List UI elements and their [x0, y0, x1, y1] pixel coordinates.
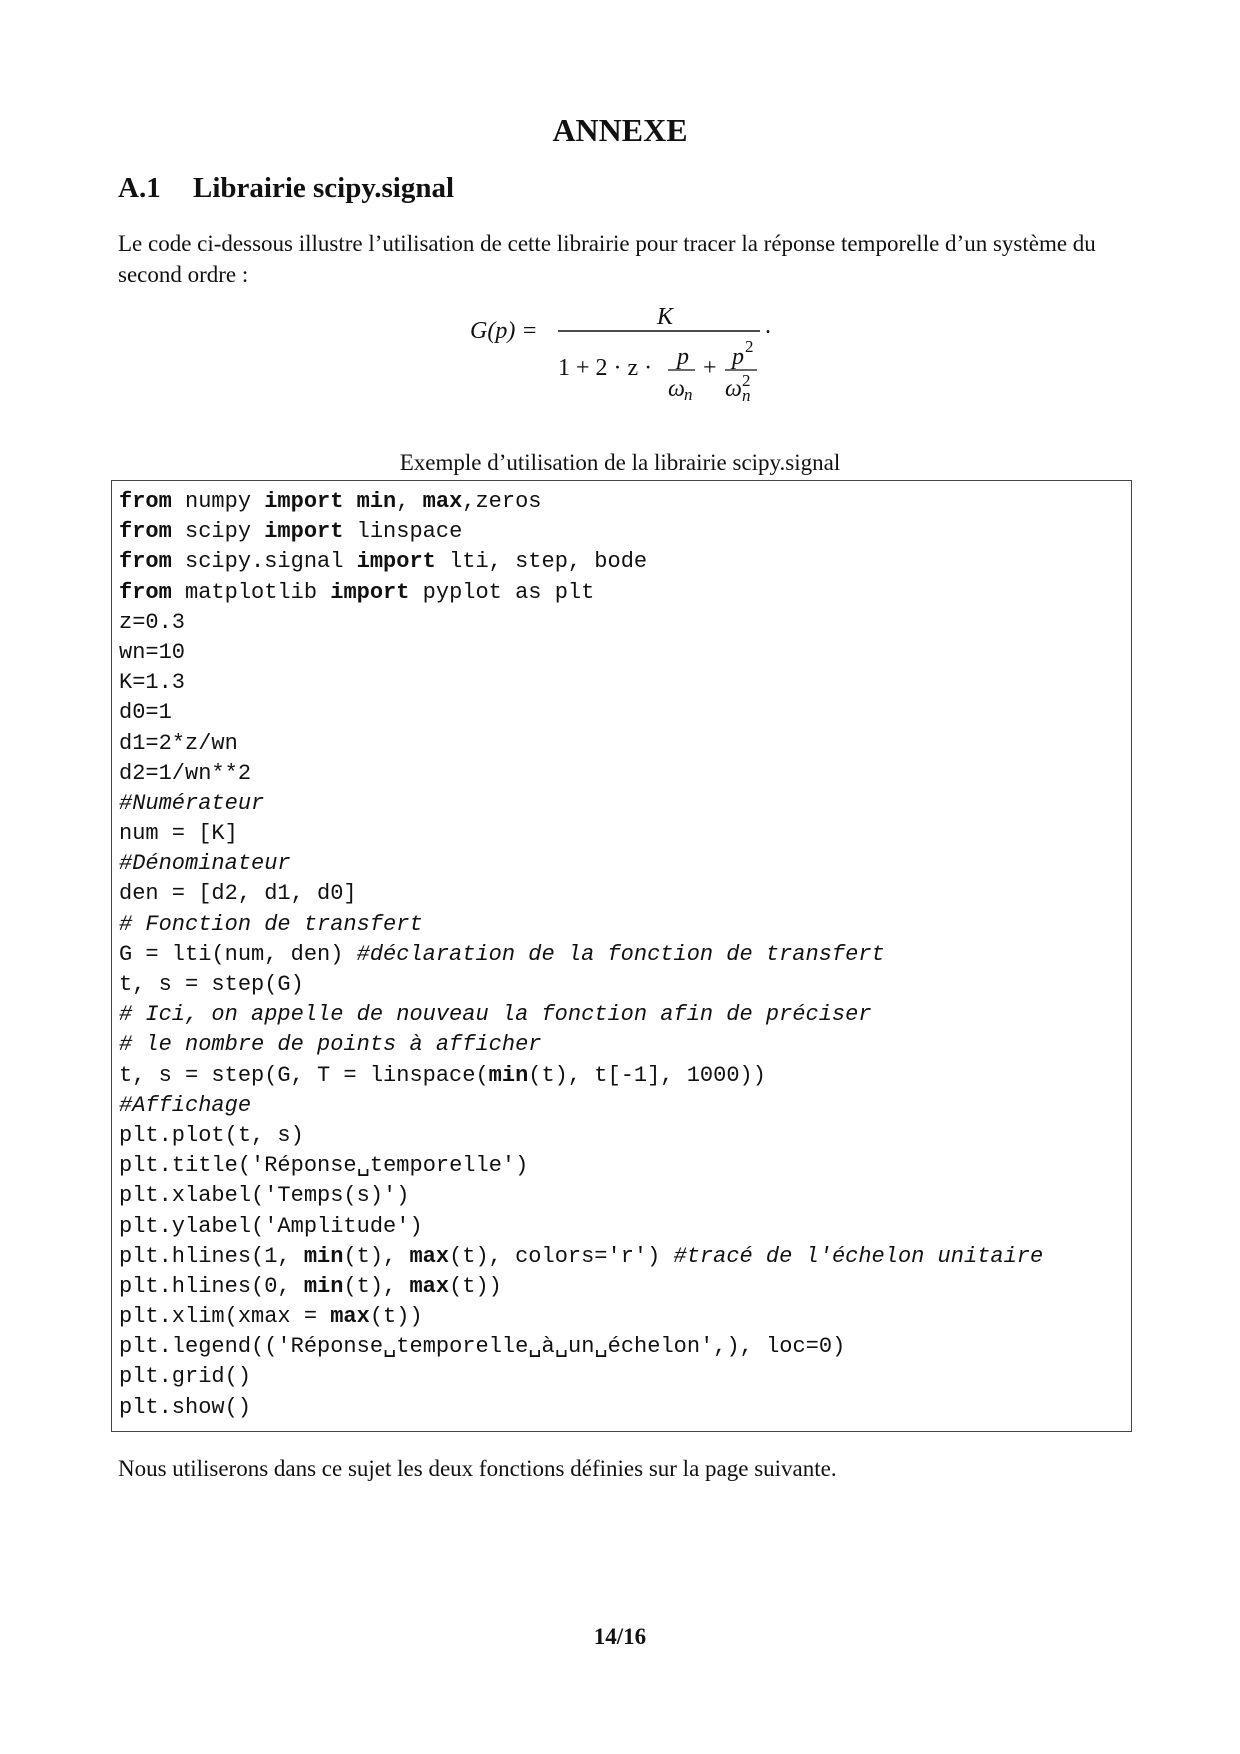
code-text: (t),	[343, 1273, 410, 1299]
code-line	[119, 1091, 1131, 1121]
formula-den-lead: 1 + 2 · z ·	[558, 355, 653, 381]
code-keyword: from	[119, 519, 172, 545]
code-text: num = [K]	[119, 821, 238, 847]
code-line	[119, 487, 1131, 517]
code-line	[119, 1181, 1131, 1211]
transfer-function-formula	[470, 298, 790, 410]
code-keyword: max	[422, 489, 463, 514]
code-listing	[111, 480, 1132, 1432]
code-line	[119, 1272, 1131, 1302]
code-line	[119, 1332, 1131, 1362]
code-text: scipy.signal	[171, 549, 357, 575]
code-keyword: min	[488, 1062, 529, 1088]
code-line	[119, 789, 1131, 819]
page-title: ANNEXE	[552, 112, 688, 148]
code-line	[119, 970, 1131, 1000]
formula-plus: +	[703, 355, 717, 381]
code-line	[119, 729, 1131, 759]
page-number: 14/16	[593, 1624, 647, 1649]
code-text: plt.legend(('Réponse␣temporelle␣à␣un␣échelon',), loc=0)	[119, 1334, 846, 1360]
code-text: d2=1/wn**2	[119, 760, 252, 786]
frac1-numerator: p	[677, 344, 689, 370]
code-text: t, s = step(G)	[119, 972, 304, 997]
code-line	[119, 819, 1131, 849]
code-keyword: min	[356, 489, 397, 514]
code-keyword: import	[356, 549, 436, 575]
code-comment: #tracé de l'échelon unitaire	[673, 1243, 1044, 1269]
code-line	[119, 578, 1131, 608]
code-text: den = [d2, d1, d0]	[119, 881, 357, 907]
code-text: plt.title('Réponse␣temporelle')	[119, 1153, 529, 1179]
code-keyword: from	[119, 489, 172, 514]
code-keyword: import	[264, 489, 344, 514]
code-keyword: import	[264, 519, 344, 545]
code-line	[119, 940, 1131, 970]
frac2-den-superscript: 2	[742, 371, 751, 390]
code-text: lti, step, bode	[435, 549, 648, 575]
code-text: t, s = step(G, T = linspace(	[119, 1062, 489, 1088]
code-keyword: from	[119, 549, 172, 575]
code-line	[119, 1030, 1131, 1060]
code-text: (t), t[-1], 1000))	[528, 1062, 766, 1088]
frac2-denominator: ω	[725, 376, 742, 402]
code-line	[119, 1362, 1131, 1392]
code-text: z=0.3	[119, 609, 186, 635]
frac2-numerator: p	[732, 344, 744, 370]
code-keyword: min	[303, 1243, 344, 1269]
code-line	[119, 910, 1131, 940]
code-text: ,	[396, 489, 423, 514]
code-line	[119, 638, 1131, 668]
code-line	[119, 1393, 1131, 1423]
frac2-subscript: n	[742, 386, 751, 405]
code-comment: #Affichage	[119, 1092, 252, 1118]
code-line	[119, 608, 1131, 638]
code-text: K=1.3	[119, 670, 186, 696]
code-comment: # Ici, on appelle de nouveau la fonction afin de préciser	[119, 1002, 872, 1028]
code-line	[119, 1302, 1131, 1332]
code-text: plt.hlines(0,	[119, 1273, 304, 1299]
code-text: G = lti(num, den)	[119, 941, 357, 967]
code-comment: #déclaration de la fonction de transfert	[356, 941, 885, 967]
code-comment: #Numérateur	[119, 790, 265, 816]
section-number: A.1	[118, 172, 161, 204]
code-line	[119, 759, 1131, 789]
code-text: scipy	[171, 519, 265, 545]
code-text: pyplot as plt	[409, 579, 595, 605]
formula-period: .	[765, 313, 771, 339]
code-keyword: min	[303, 1273, 344, 1299]
code-comment: #Dénominateur	[119, 851, 291, 877]
code-line	[119, 547, 1131, 577]
code-comment: # le nombre de points à afficher	[119, 1032, 542, 1058]
code-keyword: max	[330, 1304, 370, 1330]
code-text	[343, 489, 356, 514]
code-text: matplotlib	[171, 579, 331, 605]
code-text: d1=2*z/wn	[119, 730, 238, 756]
code-text: ,zeros	[462, 489, 542, 514]
code-keyword: max	[409, 1243, 450, 1269]
code-line	[119, 698, 1131, 728]
code-text: linspace	[343, 519, 463, 545]
code-lines	[119, 487, 1131, 1423]
code-line	[119, 668, 1131, 698]
code-line	[119, 1061, 1131, 1091]
code-text: (t),	[343, 1243, 410, 1269]
code-keyword: max	[409, 1273, 450, 1299]
code-line	[119, 1121, 1131, 1151]
formula-svg	[470, 298, 790, 410]
frac1-subscript: n	[684, 385, 693, 404]
code-text: d0=1	[119, 700, 172, 726]
code-text: (t))	[449, 1273, 502, 1299]
code-line	[119, 849, 1131, 879]
outro-paragraph: Nous utiliserons dans ce sujet les deux fonctions définies sur la page suivante.	[118, 1456, 837, 1481]
code-text: (t))	[369, 1304, 423, 1330]
code-text: wn=10	[119, 639, 186, 665]
intro-paragraph: Le code ci-dessous illustre l’utilisation de cette librairie pour tracer la réponse temporelle d’un système du second ordre :	[118, 231, 1096, 287]
code-keyword: from	[119, 579, 172, 605]
code-text: plt.grid()	[119, 1364, 252, 1390]
listing-caption: Exemple d’utilisation de la librairie scipy.signal	[399, 450, 841, 475]
frac2-num-superscript: 2	[745, 337, 754, 356]
code-text: plt.ylabel('Amplitude')	[119, 1213, 423, 1239]
code-comment: # Fonction de transfert	[119, 911, 423, 937]
section-title: Librairie scipy.signal	[193, 172, 455, 204]
code-text: numpy	[171, 489, 265, 514]
formula-lhs: G(p) =	[470, 318, 538, 344]
code-text: (t), colors='r')	[449, 1243, 674, 1269]
code-keyword: import	[330, 579, 410, 605]
frac1-denominator: ω	[668, 376, 685, 402]
code-text: plt.show()	[119, 1394, 252, 1420]
formula-numerator: K	[657, 304, 674, 330]
code-line	[119, 1000, 1131, 1030]
code-line	[119, 1242, 1131, 1272]
code-line	[119, 879, 1131, 909]
code-line	[119, 1151, 1131, 1181]
code-line	[119, 517, 1131, 547]
code-text: plt.xlabel('Temps(s)')	[119, 1183, 410, 1209]
code-line	[119, 1212, 1131, 1242]
code-text: plt.hlines(1,	[119, 1243, 304, 1269]
code-text: plt.xlim(xmax =	[119, 1304, 331, 1330]
section-heading	[118, 172, 454, 205]
code-text: plt.plot(t, s)	[119, 1122, 304, 1148]
